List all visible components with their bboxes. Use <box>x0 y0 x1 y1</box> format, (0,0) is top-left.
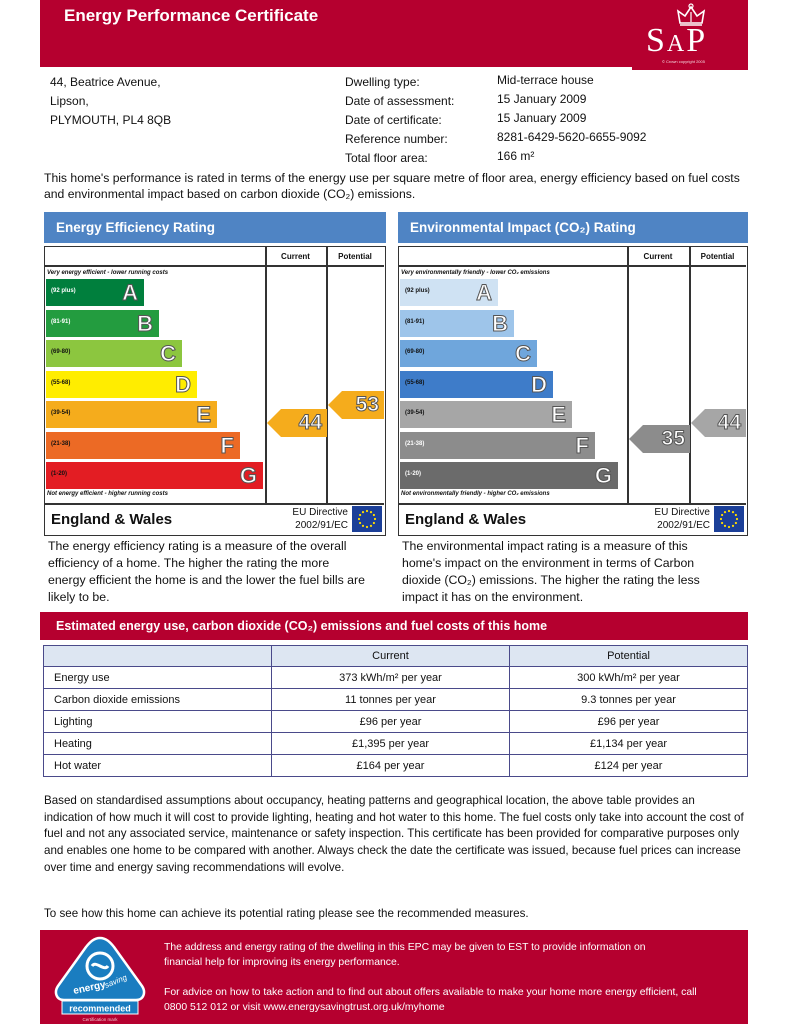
details-labels <box>345 73 454 168</box>
panel-title: Environmental Impact (CO₂) Rating <box>398 212 748 243</box>
rating-grid <box>44 246 386 536</box>
band-range: (1-20) <box>405 471 422 477</box>
band-letter: F <box>575 432 589 458</box>
estimates-table <box>43 645 748 777</box>
rating-value: 44 <box>717 411 741 435</box>
top-note: Very environmentally friendly - lower CO₂ emissions <box>401 270 550 276</box>
row-divider <box>399 503 746 505</box>
current-rating-arrow <box>629 425 690 453</box>
current-rating-arrow <box>267 409 327 437</box>
eu-directive <box>654 506 710 532</box>
band-letter: A <box>476 280 492 305</box>
eu-directive <box>292 506 348 532</box>
column-header: Current <box>643 252 673 261</box>
rating-grid <box>398 246 748 536</box>
band-letter: B <box>137 310 153 336</box>
address-line: 44, Beatrice Avenue, <box>50 75 161 89</box>
band-range: (92 plus) <box>51 288 76 294</box>
eu-directive-line: 2002/91/EC <box>295 520 348 531</box>
potential-rating-arrow <box>328 391 384 419</box>
sap-logo-text: SAP <box>646 22 708 59</box>
table-header-row <box>44 646 748 667</box>
bottom-note: Not energy efficient - higher running costs <box>47 491 168 497</box>
detail-label: Date of assessment: <box>345 94 455 108</box>
address-line: Lipson, <box>50 94 89 108</box>
band-range: (1-20) <box>51 471 68 477</box>
band-range: (39-54) <box>405 410 425 416</box>
band-letter: G <box>239 463 257 488</box>
eu-directive-line: EU Directive <box>654 507 710 518</box>
rating-band-g <box>400 462 618 489</box>
current-value: £164 per year <box>272 755 510 777</box>
detail-value: 8281-6429-5620-6655-9092 <box>497 130 647 144</box>
column-header: Current <box>281 252 310 261</box>
potential-value: £96 per year <box>510 711 748 733</box>
footer-text-advice: For advice on how to take action and to find out about offers available to make your home more energy efficient, call 0800 512 012 or visit www.energysavingtrust.org.uk/myhome <box>164 987 697 1013</box>
sap-copyright: © Crown copyright 2005 <box>662 59 705 64</box>
rating-band-g <box>46 462 263 489</box>
rating-band-d <box>46 371 197 398</box>
detail-value: Mid-terrace house <box>497 73 594 87</box>
band-range: (55-68) <box>405 379 425 386</box>
row-label: Carbon dioxide emissions <box>44 689 272 711</box>
rating-band-b <box>400 310 514 337</box>
details-values <box>497 71 646 166</box>
band-range: (92 plus) <box>405 288 430 294</box>
eu-flag-icon <box>714 506 744 532</box>
row-divider <box>45 265 384 267</box>
rating-value: 44 <box>298 411 322 435</box>
band-range: (21-38) <box>405 440 425 447</box>
detail-value: 15 January 2009 <box>497 111 587 125</box>
detail-value: 15 January 2009 <box>497 92 587 106</box>
rating-description: The environmental impact rating is a measure of this home's impact on the environment in terms of Carbon dioxide (CO₂) emissions. The higher the rating the less impact it has on the environment. <box>402 539 700 604</box>
band-range: (81-91) <box>51 318 71 325</box>
row-label: Heating <box>44 733 272 755</box>
region-label: England & Wales <box>51 511 173 528</box>
intro-text: This home's performance is rated in terms of the energy use per square metre of floor area, energy efficiency based on fuel costs and environmental impact based on carbon dioxide (CO₂) emissions. <box>44 171 740 201</box>
rating-band-e <box>400 401 572 428</box>
table-row <box>44 711 748 733</box>
rating-band-d <box>400 371 553 398</box>
rating-value: 53 <box>355 393 379 417</box>
page-title: Energy Performance Certificate <box>64 6 319 25</box>
detail-label: Total floor area: <box>345 151 428 165</box>
column-divider <box>265 247 267 503</box>
energy-saving-recommended-logo <box>50 934 150 1022</box>
potential-value: 300 kWh/m² per year <box>510 667 748 689</box>
rating-description: The energy efficiency rating is a measure of the overall efficiency of a home. The higher the rating the more energy efficient the home is and the lower the fuel bills are likely to be. <box>48 539 365 604</box>
eu-directive-line: 2002/91/EC <box>657 520 710 531</box>
band-letter: D <box>175 371 191 397</box>
band-letter: F <box>220 432 234 458</box>
column-header: Potential <box>700 252 735 261</box>
header-cell: Current <box>272 646 510 667</box>
band-letter: A <box>122 280 138 305</box>
rating-band-f <box>400 432 595 459</box>
potential-rating-arrow <box>691 409 746 437</box>
table-row <box>44 667 748 689</box>
band-letter: C <box>515 341 531 366</box>
panel-title: Energy Efficiency Rating <box>44 212 386 243</box>
detail-value: 166 m² <box>497 149 535 163</box>
eu-directive-line: EU Directive <box>292 507 348 518</box>
row-label: Hot water <box>44 755 272 777</box>
logo-word-energy: energy <box>72 979 107 997</box>
rating-band-c <box>46 340 182 367</box>
band-range: (21-38) <box>51 440 71 447</box>
estimates-title: Estimated energy use, carbon dioxide (CO₂) emissions and fuel costs of this home <box>40 612 748 640</box>
rating-band-f <box>46 432 240 459</box>
region-label: England & Wales <box>405 511 527 528</box>
table-row <box>44 689 748 711</box>
band-letter: E <box>196 402 211 427</box>
eu-flag-icon <box>352 506 382 532</box>
address-block <box>50 73 171 130</box>
column-header: Potential <box>338 252 372 261</box>
rating-value: 35 <box>661 426 685 450</box>
footer-banner <box>40 930 748 1024</box>
band-letter: E <box>551 402 566 427</box>
row-label: Energy use <box>44 667 272 689</box>
rating-band-a <box>400 279 498 306</box>
environmental-impact-panel <box>398 212 748 604</box>
logo-word-saving: saving <box>103 972 129 990</box>
rating-band-b <box>46 310 159 337</box>
explanation-paragraph: Based on standardised assumptions about occupancy, heating patterns and geographical location, the above table provides an indication of how much it will cost to provide lighting, heating and hot water to this home. The fuel costs only take into account the cost of fuel and not any associated service, maintenance or safety inspection. This certificate has been provided for comparative purposes only and enables one home to be compared with another. Always check the date the certificate was issued, because fuel prices can increase over time and energy saving recommendations will evolve. <box>44 794 744 874</box>
band-range: (69-80) <box>405 349 425 355</box>
row-divider <box>45 503 384 505</box>
band-range: (55-68) <box>51 379 71 386</box>
detail-label: Reference number: <box>345 132 448 146</box>
rating-band-a <box>46 279 144 306</box>
current-value: 11 tonnes per year <box>272 689 510 711</box>
logo-caption: Certification mark <box>82 1017 118 1022</box>
footer-text-est: The address and energy rating of the dwelling in this EPC may be given to EST to provide information on financial help for improving its energy performance. <box>164 942 646 968</box>
table-row <box>44 733 748 755</box>
sap-logo <box>632 0 748 70</box>
current-value: £1,395 per year <box>272 733 510 755</box>
column-divider <box>326 247 328 503</box>
header-cell: Potential <box>510 646 748 667</box>
header-cell <box>44 646 272 667</box>
detail-label: Dwelling type: <box>345 75 420 89</box>
table-row <box>44 755 748 777</box>
row-divider <box>399 265 746 267</box>
rating-band-e <box>46 401 217 428</box>
potential-value: £1,134 per year <box>510 733 748 755</box>
band-letter: G <box>594 463 612 488</box>
band-range: (39-54) <box>51 410 71 416</box>
rating-band-c <box>400 340 537 367</box>
potential-value: 9.3 tonnes per year <box>510 689 748 711</box>
current-value: 373 kWh/m² per year <box>272 667 510 689</box>
column-divider <box>627 247 629 503</box>
detail-label: Date of certificate: <box>345 113 442 127</box>
band-range: (81-91) <box>405 318 425 325</box>
energy-efficiency-panel <box>44 212 386 604</box>
bottom-note: Not environmentally friendly - higher CO₂ emissions <box>401 491 550 497</box>
band-letter: B <box>492 310 508 336</box>
column-divider <box>689 247 691 503</box>
band-range: (69-80) <box>51 349 71 355</box>
address-line: PLYMOUTH, PL4 8QB <box>50 113 172 127</box>
potential-value: £124 per year <box>510 755 748 777</box>
band-letter: C <box>160 341 176 366</box>
current-value: £96 per year <box>272 711 510 733</box>
logo-badge: recommended <box>69 1003 131 1014</box>
recommended-measures-text: To see how this home can achieve its potential rating please see the recommended measures. <box>44 907 529 920</box>
top-note: Very energy efficient - lower running costs <box>47 270 169 276</box>
band-letter: D <box>531 371 547 397</box>
row-label: Lighting <box>44 711 272 733</box>
